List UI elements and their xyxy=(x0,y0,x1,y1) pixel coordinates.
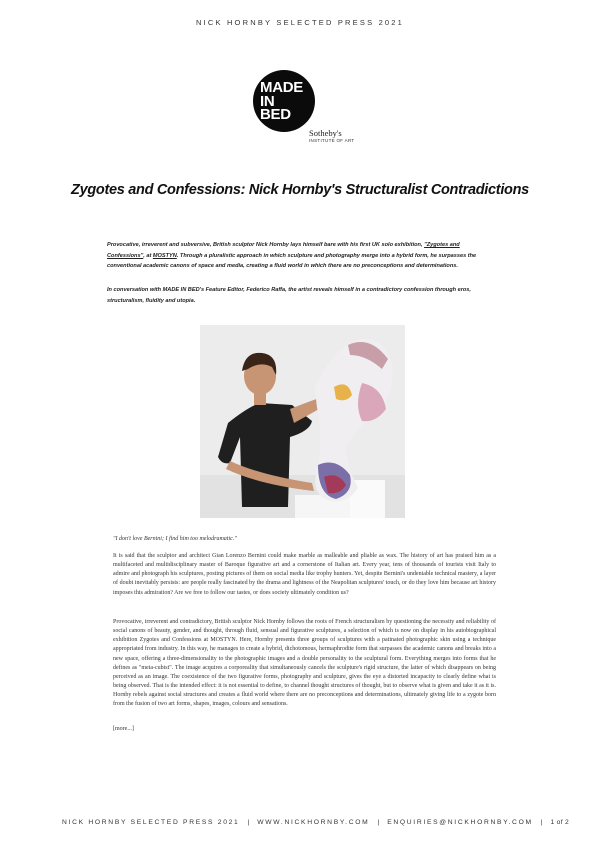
footer-separator: | xyxy=(540,819,543,826)
artist-photo xyxy=(200,325,405,518)
intro-paragraph-2: In conversation with MADE IN BED's Feature Editor, Federico Raffa, the artist reveals himself in a contradictory confession through eros, structuralism, fluidity and utopia. xyxy=(107,287,471,304)
footer-separator: | xyxy=(247,819,250,826)
pull-quote: "I don't love Bernini; I find him too melodramatic." xyxy=(113,536,237,542)
body-paragraph-1: It is said that the sculptor and architect Gian Lorenzo Bernini could make marble as malleable and pliable as wax. The history of art has praised him as a multifaceted and multidisciplinary master of Baroque figurative art and a cornerstone of Italian art. Every year, tens of thousands of tourists visit Italy to admire and photograph his sculptures, posting pictures of them on social media like trophy hunters. Yet, despite Bernini's undeniable technical mastery, a layer of doubt inevitably persists: are people really fascinated by the drama and lightness of the Neapolitan sculptures' touch, or do they love him because art history imposes this admiration? Are we free to follow our tastes, or does society ultimately condition us? xyxy=(113,553,496,596)
logo-line-made: MADE xyxy=(260,79,303,96)
footer-website-link[interactable]: WWW.NICKHORNBY.COM xyxy=(257,819,370,826)
footer-separator: | xyxy=(377,819,380,826)
logo-line-in: IN xyxy=(260,92,275,110)
page-header: NICK HORNBY SELECTED PRESS 2021 xyxy=(195,18,405,27)
body-paragraph-2: Provocative, irreverent and contradictory, British sculptor Nick Hornby follows the roots of French structuralism by questioning the necessity and reliability of social canons of beauty, gender, and thought, through fluid, sensual and figurative sculptures, a selection of which is now on display in his autobiographical exhibition Zygotes and Confessions at MOSTYN. Here, Hornby presents three groups of sculptures with a patinated photographic skin using a technique appropriated from industry. In this way, he manages to create a hybrid, dichotomous, hermaphrodite form that surpasses the academic canons and breaks into a new space, offering a three-dimensionality to the photographic images and a double personality to the sculptural form. Everything merges into forms that he defines as "meta-cubist". The image acquires a corporeality that simultaneously cancels the sculpture's rigid structure, the latter of which disappears on being perceived as an image. The coexistence of the two figurative forms, photography and sculpture, gives the eye a distorted incapacity to clearly define what is being observed. That is the intended effect: it is not essential to define, to channel thought structures of thought, but to observe what is given and take it as it is. Hornby rebels against social structures and creates a fluid world where there are no preconceptions and determinations, ultimately giving life to a zygote born from the fusion of two art forms, shapes, images, colours and sensations. xyxy=(113,619,496,708)
made-in-bed-logo xyxy=(253,70,363,150)
page-footer xyxy=(62,819,569,826)
read-more-link[interactable]: [more...] xyxy=(113,726,134,732)
intro-paragraph xyxy=(107,240,495,272)
institute-of-art-label: INSTITUTE OF ART xyxy=(309,138,355,143)
page-number: 1 of 2 xyxy=(550,819,570,826)
intro-text-end: . Through a pluralistic approach in which sculpture and photography merge into a hybrid form, he surpasses the conventional academic canons of space and media, creating a fluid world in which there are no preconceptions and determinations. xyxy=(107,252,477,269)
exhibition-link[interactable]: "Zygotes and Confessions" xyxy=(107,242,460,259)
sothebys-wordmark: Sotheby's xyxy=(309,128,342,138)
intro-text-middle: , at xyxy=(143,252,153,259)
artist-photo-illustration xyxy=(200,325,405,518)
article-title: Zygotes and Confessions: Nick Hornby's Structuralist Contradictions xyxy=(71,182,529,198)
footer-press: NICK HORNBY SELECTED PRESS 2021 xyxy=(62,819,240,826)
mostyn-link[interactable]: MOSTYN xyxy=(152,252,177,259)
logo-line-bed: BED xyxy=(260,106,291,123)
footer-email-link[interactable]: ENQUIRIES@NICKHORNBY.COM xyxy=(387,819,533,826)
logo-circle xyxy=(253,70,315,132)
intro-text-start: Provocative, irreverent and subversive, British sculptor Nick Hornby lays himself bare with his first UK solo exhibition, xyxy=(107,242,425,248)
